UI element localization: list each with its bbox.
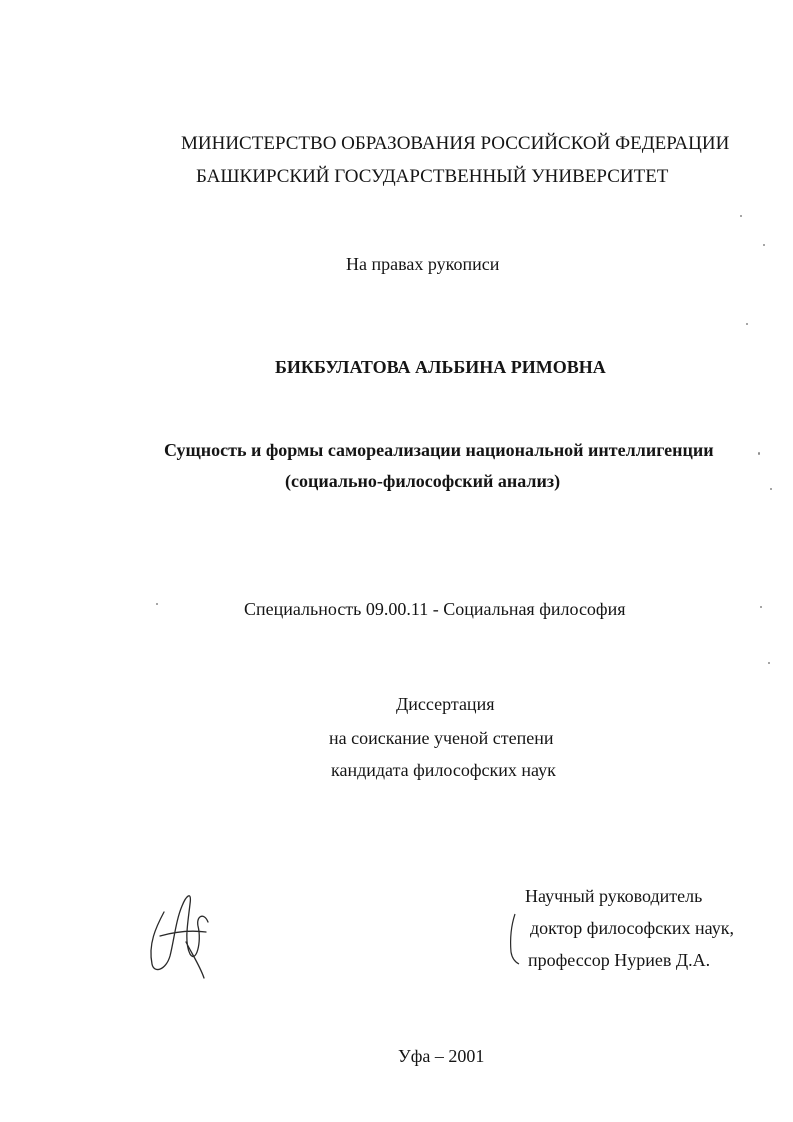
- candidate-line: кандидата философских наук: [331, 760, 556, 780]
- author-signature: [146, 882, 216, 982]
- degree-line: на соискание ученой степени: [329, 728, 554, 748]
- university-heading: БАШКИРСКИЙ ГОСУДАРСТВЕННЫЙ УНИВЕРСИТЕТ: [196, 166, 669, 187]
- dissertation-label: Диссертация: [396, 694, 495, 714]
- ministry-heading: МИНИСТЕРСТВО ОБРАЗОВАНИЯ РОССИЙСКОЙ ФЕДЕРАЦИИ: [181, 133, 730, 154]
- scan-speck: [758, 452, 760, 455]
- thesis-title-line1: Сущность и формы самореализации национальной интеллигенции: [164, 440, 714, 460]
- thesis-title-line2: (социально-философский анализ): [285, 471, 561, 491]
- scan-speck: [740, 215, 742, 217]
- author-name: БИКБУЛАТОВА АЛЬБИНА РИМОВНА: [275, 357, 606, 377]
- supervisor-name: профессор Нуриев Д.А.: [528, 950, 711, 970]
- scan-speck: [746, 323, 748, 325]
- scan-speck: [763, 244, 765, 246]
- specialty-line: Специальность 09.00.11 - Социальная философия: [244, 599, 626, 619]
- supervisor-label: Научный руководитель: [525, 886, 703, 906]
- supervisor-degree: доктор философских наук,: [530, 918, 734, 938]
- manuscript-note: На правах рукописи: [346, 254, 500, 274]
- city-year: Уфа – 2001: [398, 1046, 485, 1066]
- scan-speck: [770, 488, 772, 490]
- scan-speck: [768, 662, 770, 664]
- supervisor-bracket-mark: [507, 912, 521, 966]
- scan-speck: [156, 603, 158, 605]
- scan-speck: [760, 606, 762, 608]
